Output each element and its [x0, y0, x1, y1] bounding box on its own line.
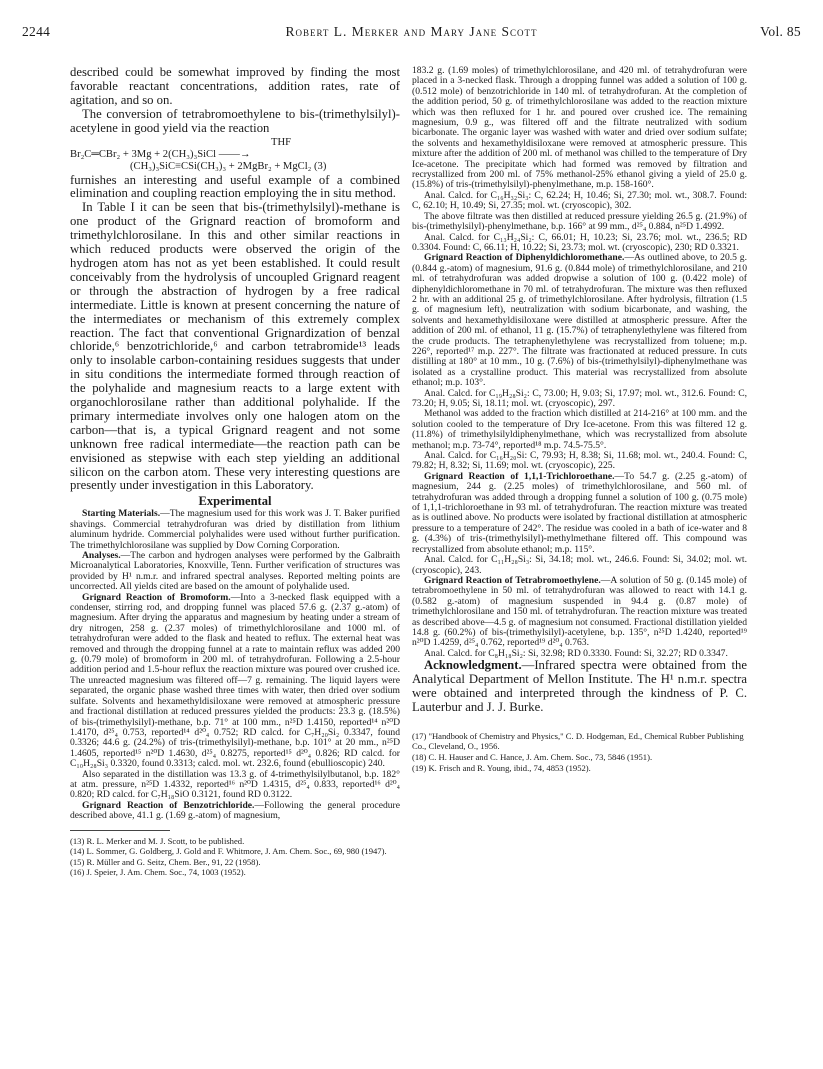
paragraph-heading: Grignard Reaction of Bromoform.	[82, 591, 231, 603]
experimental-paragraph: Methanol was added to the fraction which distilled at 214-216° at 100 mm. and the solution cooled to the temperature of Dry Ice-acetone. From this was filtered 12 g. (11.8%) of trimethylsilyldiphenylmethane, which was recrystallized from absolute methanol; m.p. 73-74°, reported¹⁸ m.p. 74.5-75.5°.	[412, 408, 747, 451]
right-column	[412, 66, 747, 773]
footnote-divider	[70, 830, 170, 831]
acknowledgment-paragraph	[412, 659, 747, 715]
experimental-paragraph	[70, 593, 400, 770]
paragraph-heading: Grignard Reaction of Diphenyldichloromethane.	[424, 252, 625, 264]
paragraph-text: —A solution of 50 g. (0.145 mole) of tetrabromoethylene in 50 ml. of tetrahydrofuran was allowed to react with 14.1 g. (0.582 g.-atom) of magnesium suspended in 94.4 g. (0.87 mole) of trimethylchlorosilane and 150 ml. of tetrahydrofuran. The reaction mixture was treated as described above—4.5 g. of magnesium not consumed. Fractional distillation yielded 14.8 g. (60.2%) of bis-(trimethylsilyl)-acetylene, b.p. 135°, n²⁵D 1.4240, reported¹⁹ n²⁰D 1.4259, d²⁵₄ 0.762, reported¹⁹ d²⁰₄ 0.763.	[412, 574, 747, 649]
experimental-paragraph: The above filtrate was then distilled at reduced pressure yielding 26.5 g. (21.9%) of bis-(trimethylsilyl)-phenylmethane, b.p. 166° at 99 mm., d²⁵₄ 0.884, n²⁵D 1.4992.	[412, 210, 747, 233]
footnote: (16) J. Speier, J. Am. Chem. Soc., 74, 1003 (1952).	[70, 867, 246, 878]
footnotes-right	[412, 731, 747, 773]
paragraph-heading: Analyses.	[82, 550, 121, 561]
footnote: (15) R. Müller and G. Seitz, Chem. Ber., 91, 22 (1958).	[70, 856, 261, 867]
paragraph-text: —As outlined above, to 20.5 g. (0.844 g.-atom) of magnesium, 91.6 g. (0.844 mole) of trimethylchlorosilane, and 210 ml. of tetrahydrofuran was added dropwise a solution of 100 g. (0.422 mole) of diphenyldichloromethane in 70 ml. of tetrahydrofuran. The mixture was then refluxed 2 hr. with an additional 25 g. of trimethylchlorosilane. After hydrolysis, filtration (1.5 g. of magnesium left), neutralization with sodium bicarbonate, and washing, the solvents and hexamethyldisiloxane were distilled at atmospheric pressure. After the addition of 200 ml. of ethanol, 11 g. (15.7%) of tetraphenylethylene was filtered from the crude products. The tetraphenylethylene was recrystallized from toluene; m.p. 226°, reported¹⁷ m.p. 227°. The filtrate was fractionated at reduced pressure. In cuts distilling at 180° at 10 mm., 10 g. (7.6%) of bis-(trimethylsilyl)-diphenylmethane was isolated as a crystalline product. This material was recrystallized from absolute ethanol; m.p. 103°.	[412, 252, 747, 389]
paragraph-text: —The carbon and hydrogen analyses were performed by the Galbraith Microanalytical Laboratories, Knoxville, Tenn. Further verification of structures was provided by H¹ n.m.r. and infrared spectral analyses. Reported melting points are uncorrected. All yields cited are based on the amount of polyhalide used.	[70, 550, 400, 593]
equation-solvent-label: THF	[271, 136, 292, 148]
analysis-paragraph: Anal. Calcd. for C₁₆H₂₀Si: C, 79.93; H, 8.38; Si, 11.68; mol. wt., 240.4. Found: C, 79.82; H, 8.32; Si, 11.69; mol. wt. (cryoscopic), 225.	[412, 450, 747, 472]
body-paragraph: described could be somewhat improved by finding the most favorable reactant concentrations, addition rates, rate of agitation, and so on.	[70, 66, 400, 107]
experimental-paragraph	[412, 253, 747, 388]
paragraph-heading: Grignard Reaction of 1,1,1-Trichloroethane.	[424, 470, 615, 482]
experimental-paragraph	[70, 551, 400, 593]
analysis-paragraph: Anal. Calcd. for C₁₉H₂₈Si₂: C, 73.00; H, 9.03; Si, 17.97; mol. wt., 312.6. Found: C, 73.20; H, 9.05; Si, 18.11; mol. wt. (cryoscopic), 297.	[412, 387, 747, 409]
running-title: Robert L. Merker and Mary Jane Scott	[285, 24, 538, 39]
experimental-paragraph	[412, 576, 747, 649]
paragraph-text: —Following the general procedure described above, 41.1 g. (1.69 g.-atom) of magnesium,	[70, 799, 400, 822]
footnote: (14) L. Sommer, G. Goldberg, J. Gold and F. Whitmore, J. Am. Chem. Soc., 69, 980 (1947).	[70, 846, 387, 857]
paragraph-text: —The magnesium used for this work was J. T. Baker purified shavings. Commercial tetrahydrofuran was dried by distillation from lithium aluminum hydride. Commercial polyhalides were used without further purification. The trimethylchlorosilane was supplied by Dow Corning Corporation.	[70, 508, 400, 551]
left-column	[70, 66, 400, 878]
running-header	[22, 24, 801, 44]
footnote: (13) R. L. Merker and M. J. Scott, to be published.	[70, 835, 245, 846]
section-heading: Experimental	[198, 494, 272, 509]
paragraph-heading: Grignard Reaction of Tetrabromoethylene.	[424, 574, 601, 586]
equation-line-2: (CH₃)₃SiC≡CSi(CH₃)₃ + 2MgBr₂ + MgCl₂ (3)	[130, 160, 327, 172]
experimental-paragraph: Also separated in the distillation was 13.3 g. of 4-trimethylsilylbutanol, b.p. 182° at atm. pressure, n²⁵D 1.4332, reported¹⁶ n²⁰D 1.4315, d²⁵₄ 0.833, reported¹⁶ d²⁰₄ 0.820; RD calcd. for C₇H₁₈SiO 0.3121, found RD 0.3122.	[70, 768, 400, 801]
body-paragraph: The conversion of tetrabromoethylene to bis-(trimethylsilyl)-acetylene in good yield via the reaction	[70, 106, 400, 135]
volume-label: Vol. 85	[760, 24, 801, 39]
analysis-paragraph: Anal. Calcd. for C₈H₁₈Si₂: Si, 32.98; RD 0.3330. Found: Si, 32.27; RD 0.3347.	[424, 647, 728, 659]
body-paragraph: furnishes an interesting and useful example of a combined elimination and coupling reaction employing the in situ method.	[70, 172, 400, 201]
footnotes-left	[70, 836, 400, 878]
experimental-paragraph	[70, 509, 400, 551]
reaction-equation	[70, 137, 400, 173]
paragraph-text: —Into a 3-necked flask equipped with a condenser, stirring rod, and dropping funnel was placed 57.6 g. (2.37 g.-atom) of magnesium. After drying the apparatus and magnesium by heating under a stream of dry nitrogen, 258 g. (2.37 moles) of trimethylchlorosilane and 1000 ml. of tetrahydrofuran were added to the flask and heated to reflux. The external heat was removed and through the dropping funnel at a rate to maintain reflux was added 200 g. (0.79 mole) of bromoform in 200 ml. of tetrahydrofuran. Following a 2.5-hour addition period and 1.5-hour reflux the reaction mixture was poured over crushed ice. The unreacted magnesium was filtered off—7 g. remaining. The liquid layers were separated, the organic phase washed three times with water, then dried over sodium sulfate. Solvents and hexamethyldisiloxane were removed at atmospheric pressure and fractional distillation at reduced pressures yielded the products: 23.3 g. (18.5%) of bis-(trimethylsilyl)-methane, b.p. 71° at 100 mm., n²⁵D 1.4150, reported¹⁴ n²⁰D 1.4170, d²⁵₄ 0.753, reported¹⁴ d²⁰₄ 0.752; RD calcd. for C₇H₂₀Si₂ 0.3347, found 0.3326; 44.6 g. (24.2%) of tris-(trimethylsilyl)-methane, b.p. 101° at 20 mm., n²⁵D 1.4605, reported¹⁵ n²⁰D 1.4630, d²⁵₄ 0.8275, reported¹⁵ d²⁰₄ 0.826; RD calcd. for C₁₀H₂₈Si₃ 0.3320, found 0.3313; calcd. mol. wt. 232.6, found (ebullioscopic) 240.	[70, 591, 400, 770]
analysis-paragraph: Anal. Calcd. for C₁₆H₃₂Si₃: C, 62.24; H, 10.46; Si, 27.30; mol. wt., 308.7. Found: C, 62.10; H, 10.49; Si, 27.35; mol. wt. (cryoscopic), 302.	[412, 189, 747, 212]
analysis-paragraph: Anal. Calcd. for C₁₁H₂₈Si₃: Si, 34.18; mol. wt., 246.6. Found: Si, 34.02; mol. wt. (cryoscopic), 243.	[412, 554, 747, 576]
footnote: (17) "Handbook of Chemistry and Physics," C. D. Hodgeman, Ed., Chemical Rubber Publishing Co., Cleveland, O., 1956.	[412, 730, 744, 752]
experimental-paragraph: 183.2 g. (1.69 moles) of trimethylchlorosilane, and 420 ml. of tetrahydrofuran were placed in a 3-necked flask. Through a dropping funnel was added a solution of 100 g. (0.512 mole) of benzotrichloride in 140 ml. of tetrahydrofuran. At the completion of the addition period, 50 g. of trimethylchlorosilane was added to the reaction mixture which was then refluxed for 1 hr. and poured over crushed ice. The remaining magnesium, 0.9 g., was filtered off and the filtrate neutralized with sodium bicarbonate. The organic layer was washed with water and dried over sodium sulfate; the solvents and hexamethyldisiloxane were removed at atmospheric pressure. This mixture after the addition of 200 ml. of methanol was chilled to the temperature of Dry Ice-acetone. The precipitate which had formed was removed by filtration and recrystallized from 200 ml. of 75% methanol-25% ethanol giving a yield of 25.0 g. (15.8%) of tris-(trimethylsilyl)-phenylmethane, m.p. 158-160°.	[412, 66, 747, 191]
footnote: (19) K. Frisch and R. Young, ibid., 74, 4853 (1952).	[412, 762, 591, 773]
equation-line-1: Br₂C═CBr₂ + 3Mg + 2(CH₃)₃SiCl ——→	[70, 148, 251, 160]
experimental-paragraph	[70, 801, 400, 822]
body-paragraph: In Table I it can be seen that bis-(trimethylsilyl)-methane is one product of the Grignard reaction of bromoform and trimethylchlorosilane. In this and other similar reactions in which reduced products were observed the origin of the hydrogen atom has not as yet been established. It could result conceivably from the hydrolysis of uncoupled Grignard reagent or through the abstraction of hydrogen by a free radical intermediate. Little is known at present concerning the nature of the intermediates or mechanism of this extremely complex reaction. The fact that conventional Grignardization of benzal chloride,⁶ benzotrichloride,⁶ and carbon tetrabromide¹³ leads only to insolable carbon-containing residues suggests that under in situ conditions the intermediate formed through reaction of the polyhalide and magnesium reacts to a large extent with organochlorosilane rather than additional polyhalide. If the primary intermediate involves only one halogen atom on the carbon—that is, a typical Grignard reagent and not some unknown free radical intermediate—the reaction path can be envisioned as stepwise with each step yielding an additional silicon on the carbon atom. These very interesting questions are presently under investigation in this Laboratory.	[70, 200, 400, 493]
paragraph-text: —To 54.7 g. (2.25 g.-atom) of magnesium, 244 g. (2.25 moles) of trimethylchlorosilane, and 560 ml. of tetrahydrofuran was added through a dropping funnel a solution of 100 g. (0.75 mole) of 1,1,1-trichloroethane in 93 ml. of tetrahydrofuran. The reaction mixture was treated as is outlined above. No products were isolated by fractional distillation at atmospheric pressure to a temperature of 242°. The residue was cooled in a bath of ice-water and 8 g. (4.3%) of tris-(trimethylsilyl)-methylmethane filtered off. This compound was recrystallized from absolute ethanol; m.p. 115°.	[412, 470, 747, 555]
paragraph-heading: Acknowledgment.	[424, 658, 522, 673]
experimental-paragraph	[412, 472, 747, 555]
paragraph-heading: Grignard Reaction of Benzotrichloride.	[82, 799, 255, 811]
footnote: (18) C. H. Hauser and C. Hance, J. Am. Chem. Soc., 73, 5846 (1951).	[412, 751, 653, 762]
page-number: 2244	[22, 24, 51, 39]
analysis-paragraph: Anal. Calcd. for C₁₃H₂₄Si₂: C, 66.01; H, 10.23; Si, 23.76; mol. wt., 236.5; RD 0.3304. Found: C, 66.11; H, 10.22; Si, 23.73; mol. wt. (cryoscopic), 230; RD 0.3321.	[412, 231, 747, 253]
paragraph-text: —Infrared spectra were obtained from the Analytical Department of Mellon Institute. The H¹ n.m.r. spectra were obtained and interpreted through the kindness of P. C. Lauterbur and J. J. Burke.	[412, 658, 747, 714]
paragraph-heading: Starting Materials.	[82, 508, 161, 520]
